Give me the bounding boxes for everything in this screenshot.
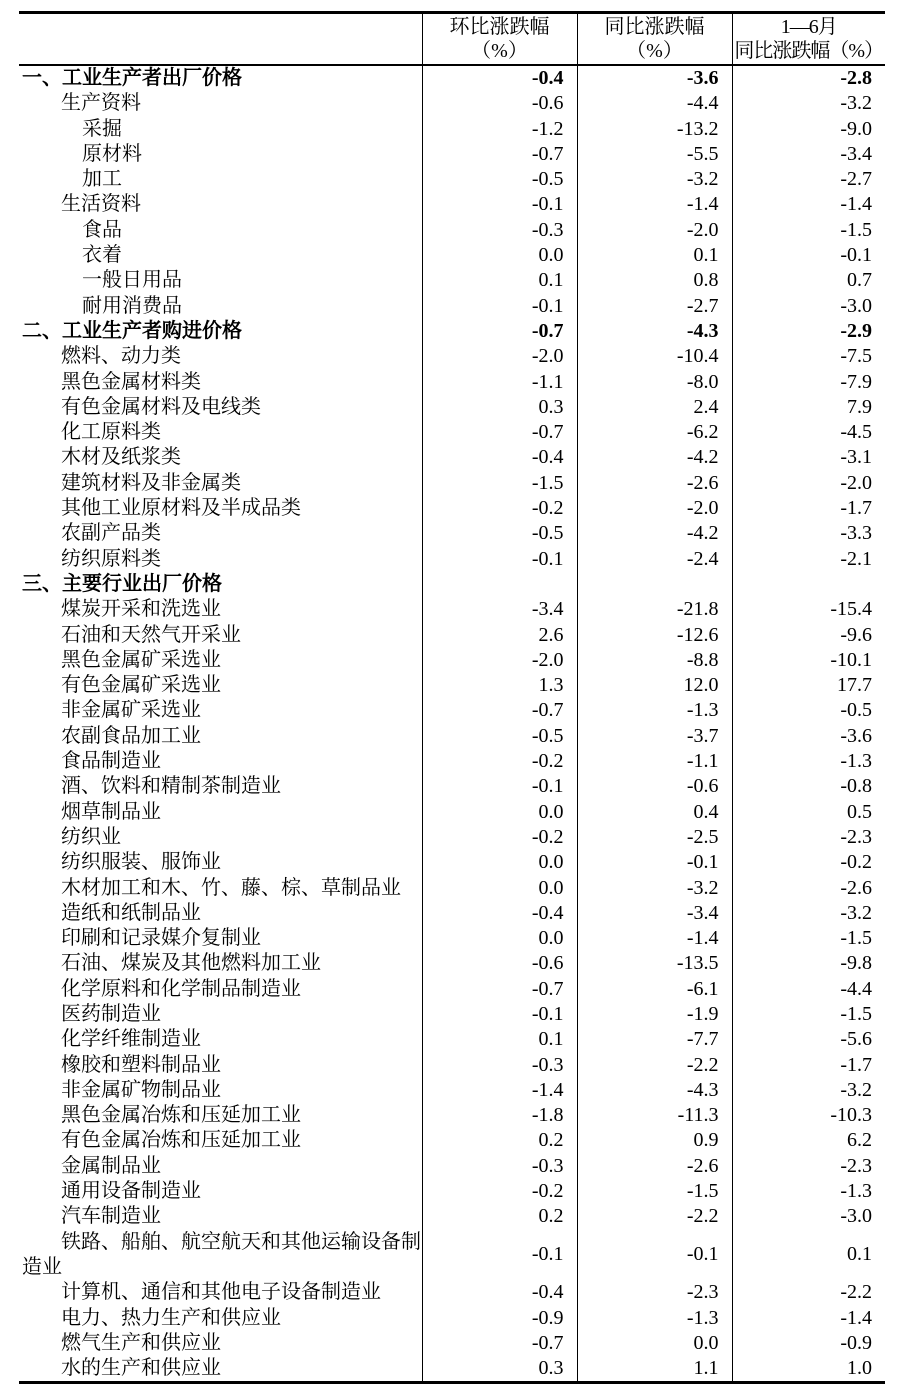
row-value: -0.5 bbox=[422, 724, 577, 749]
row-value bbox=[577, 572, 732, 597]
row-category-label: 纺织原料类 bbox=[61, 547, 161, 570]
row-value: -0.1 bbox=[422, 1230, 577, 1281]
row-value: -6.1 bbox=[577, 977, 732, 1002]
table-row bbox=[19, 951, 885, 976]
row-value: -0.6 bbox=[577, 774, 732, 799]
row-value: -0.2 bbox=[422, 749, 577, 774]
row-value: -4.3 bbox=[577, 319, 732, 344]
table-row bbox=[19, 749, 885, 774]
row-value: -0.3 bbox=[422, 218, 577, 243]
header-line: （%） bbox=[471, 40, 528, 62]
row-category-label: 煤炭开采和洗选业 bbox=[61, 598, 221, 621]
table-row bbox=[19, 395, 885, 420]
row-value: 0.0 bbox=[422, 850, 577, 875]
row-value: -13.2 bbox=[577, 117, 732, 142]
row-category-label: 印刷和记录媒介复制业 bbox=[61, 927, 261, 950]
row-category-label: 木材及纸浆类 bbox=[61, 446, 181, 469]
row-category-label: 农副产品类 bbox=[61, 522, 161, 545]
row-value: -0.6 bbox=[422, 951, 577, 976]
table-row bbox=[19, 901, 885, 926]
table-body bbox=[19, 65, 885, 1383]
row-category-label: 燃气生产和供应业 bbox=[61, 1331, 221, 1354]
table-row bbox=[19, 977, 885, 1002]
row-category-label: 非金属矿物制品业 bbox=[61, 1078, 221, 1101]
table-row bbox=[19, 91, 885, 116]
row-value: -1.5 bbox=[577, 1179, 732, 1204]
row-value: 12.0 bbox=[577, 673, 732, 698]
row-value: -1.9 bbox=[577, 1002, 732, 1027]
row-value: -0.2 bbox=[732, 850, 885, 875]
table-row bbox=[19, 774, 885, 799]
row-value: -0.7 bbox=[422, 420, 577, 445]
row-category-label: 三、主要行业出厂价格 bbox=[22, 572, 222, 595]
row-value: -1.8 bbox=[422, 1103, 577, 1128]
row-category-label: 酒、饮料和精制茶制造业 bbox=[61, 775, 281, 798]
row-value: 0.0 bbox=[577, 1331, 732, 1356]
row-value: -3.0 bbox=[732, 1204, 885, 1229]
row-value: -0.1 bbox=[422, 192, 577, 217]
table-row bbox=[19, 1128, 885, 1153]
row-value: -2.0 bbox=[732, 471, 885, 496]
table-row bbox=[19, 1230, 885, 1281]
row-value: -0.2 bbox=[422, 825, 577, 850]
row-value: 0.0 bbox=[422, 876, 577, 901]
row-category-label: 食品 bbox=[82, 218, 122, 241]
table-row bbox=[19, 167, 885, 192]
header-line: （%） bbox=[626, 40, 683, 62]
row-value: -0.1 bbox=[422, 294, 577, 319]
row-category-label: 铁路、船舶、航空航天和其他运输设备制造业 bbox=[22, 1230, 421, 1278]
header-yoy-change bbox=[577, 13, 732, 66]
row-value: -3.2 bbox=[732, 91, 885, 116]
row-value: -0.4 bbox=[422, 1280, 577, 1305]
row-category-label: 黑色金属材料类 bbox=[61, 370, 201, 393]
table-row bbox=[19, 294, 885, 319]
row-value: 0.5 bbox=[732, 800, 885, 825]
row-category-label: 燃料、动力类 bbox=[61, 345, 181, 368]
row-category-label: 烟草制品业 bbox=[61, 800, 161, 823]
row-value: -2.1 bbox=[732, 547, 885, 572]
row-value: -2.6 bbox=[732, 876, 885, 901]
header-mom-change bbox=[422, 13, 577, 66]
table-row bbox=[19, 648, 885, 673]
row-value: -7.9 bbox=[732, 370, 885, 395]
table-row bbox=[19, 420, 885, 445]
row-category-label: 其他工业原材料及半成品类 bbox=[61, 497, 301, 520]
row-value: -21.8 bbox=[577, 597, 732, 622]
table-row bbox=[19, 1280, 885, 1305]
table-row bbox=[19, 1331, 885, 1356]
row-value: -10.1 bbox=[732, 648, 885, 673]
row-value: -15.4 bbox=[732, 597, 885, 622]
table-row bbox=[19, 445, 885, 470]
row-category-label: 纺织服装、服饰业 bbox=[61, 851, 221, 874]
table-row bbox=[19, 496, 885, 521]
row-value: 17.7 bbox=[732, 673, 885, 698]
table-row bbox=[19, 1204, 885, 1229]
row-value: -3.4 bbox=[732, 142, 885, 167]
row-category-label: 原材料 bbox=[82, 142, 142, 165]
table-row bbox=[19, 1053, 885, 1078]
table-row bbox=[19, 370, 885, 395]
row-value: -0.8 bbox=[732, 774, 885, 799]
row-value: -2.7 bbox=[732, 167, 885, 192]
row-value: -2.0 bbox=[422, 648, 577, 673]
table-row bbox=[19, 344, 885, 369]
row-value: -10.4 bbox=[577, 344, 732, 369]
row-value: -3.1 bbox=[732, 445, 885, 470]
row-value: -4.4 bbox=[732, 977, 885, 1002]
row-value: -2.2 bbox=[577, 1204, 732, 1229]
row-category-label: 电力、热力生产和供应业 bbox=[61, 1306, 281, 1329]
row-value: -3.6 bbox=[732, 724, 885, 749]
row-value: -1.4 bbox=[422, 1078, 577, 1103]
row-category-label: 造纸和纸制品业 bbox=[61, 901, 201, 924]
row-value: -0.2 bbox=[422, 1179, 577, 1204]
row-category-label: 农副食品加工业 bbox=[61, 724, 201, 747]
table-row bbox=[19, 142, 885, 167]
row-value: -7.7 bbox=[577, 1027, 732, 1052]
header-line: 环比涨跌幅 bbox=[449, 16, 550, 38]
row-value: -2.0 bbox=[422, 344, 577, 369]
table-row bbox=[19, 623, 885, 648]
row-value: -10.3 bbox=[732, 1103, 885, 1128]
table-row bbox=[19, 850, 885, 875]
row-value: -2.6 bbox=[577, 471, 732, 496]
row-value: -0.7 bbox=[422, 319, 577, 344]
row-category-label: 一般日用品 bbox=[82, 269, 182, 292]
table-row bbox=[19, 673, 885, 698]
row-value: 1.0 bbox=[732, 1356, 885, 1383]
row-value: -2.0 bbox=[577, 496, 732, 521]
header-category bbox=[19, 13, 422, 66]
table-row bbox=[19, 547, 885, 572]
row-value: 1.3 bbox=[422, 673, 577, 698]
row-value: -4.2 bbox=[577, 445, 732, 470]
row-value: -1.5 bbox=[422, 471, 577, 496]
row-value: -0.9 bbox=[732, 1331, 885, 1356]
row-value: 0.1 bbox=[422, 268, 577, 293]
row-value: -1.4 bbox=[732, 1306, 885, 1331]
row-value: -0.1 bbox=[422, 774, 577, 799]
row-category-label: 建筑材料及非金属类 bbox=[61, 471, 241, 494]
row-value: -5.6 bbox=[732, 1027, 885, 1052]
table-row bbox=[19, 218, 885, 243]
row-value: -0.1 bbox=[422, 547, 577, 572]
row-value: -13.5 bbox=[577, 951, 732, 976]
row-category-label: 金属制品业 bbox=[61, 1154, 161, 1177]
row-value: -8.0 bbox=[577, 370, 732, 395]
row-category-label: 衣着 bbox=[82, 244, 122, 267]
row-value: -6.2 bbox=[577, 420, 732, 445]
table-row bbox=[19, 1154, 885, 1179]
row-value: 0.0 bbox=[422, 800, 577, 825]
row-category-label: 黑色金属矿采选业 bbox=[61, 648, 221, 671]
table-row bbox=[19, 471, 885, 496]
row-value: -1.4 bbox=[577, 926, 732, 951]
row-value: -0.4 bbox=[422, 445, 577, 470]
row-value: -9.8 bbox=[732, 951, 885, 976]
row-category-label: 有色金属材料及电线类 bbox=[61, 395, 261, 418]
row-value: -3.7 bbox=[577, 724, 732, 749]
row-value: -2.3 bbox=[577, 1280, 732, 1305]
row-value: 2.4 bbox=[577, 395, 732, 420]
header-row bbox=[19, 13, 885, 66]
row-value: -1.3 bbox=[732, 749, 885, 774]
row-category-label: 通用设备制造业 bbox=[61, 1180, 201, 1203]
row-value: -0.6 bbox=[422, 91, 577, 116]
row-category-label: 生产资料 bbox=[61, 92, 141, 115]
row-value: 0.1 bbox=[422, 1027, 577, 1052]
row-value: 0.3 bbox=[422, 395, 577, 420]
row-value: -1.5 bbox=[732, 1002, 885, 1027]
row-value: -3.4 bbox=[422, 597, 577, 622]
row-value: -3.4 bbox=[577, 901, 732, 926]
row-value: -0.5 bbox=[732, 698, 885, 723]
row-value: -0.3 bbox=[422, 1053, 577, 1078]
row-value: -1.3 bbox=[732, 1179, 885, 1204]
row-value: 2.6 bbox=[422, 623, 577, 648]
table-header bbox=[19, 13, 885, 66]
row-value: -1.4 bbox=[577, 192, 732, 217]
row-value: 0.1 bbox=[577, 243, 732, 268]
table-row bbox=[19, 1356, 885, 1383]
row-value: 1.1 bbox=[577, 1356, 732, 1383]
row-value: -1.7 bbox=[732, 496, 885, 521]
row-value: -2.8 bbox=[732, 65, 885, 91]
table-row bbox=[19, 572, 885, 597]
row-value: -2.7 bbox=[577, 294, 732, 319]
row-value: -0.7 bbox=[422, 142, 577, 167]
table-row bbox=[19, 521, 885, 546]
table-row bbox=[19, 1027, 885, 1052]
table-row bbox=[19, 597, 885, 622]
row-value: -1.1 bbox=[422, 370, 577, 395]
row-category-label: 化工原料类 bbox=[61, 421, 161, 444]
row-category-label: 二、工业生产者购进价格 bbox=[22, 319, 242, 342]
row-value: 0.9 bbox=[577, 1128, 732, 1153]
row-category-label: 耐用消费品 bbox=[82, 294, 182, 317]
table-row bbox=[19, 1103, 885, 1128]
row-value: -0.1 bbox=[732, 243, 885, 268]
row-value: -0.7 bbox=[422, 977, 577, 1002]
row-value: 0.7 bbox=[732, 268, 885, 293]
row-category-label: 石油和天然气开采业 bbox=[61, 623, 241, 646]
row-value: -0.5 bbox=[422, 167, 577, 192]
row-value: -3.2 bbox=[577, 167, 732, 192]
row-category-label: 汽车制造业 bbox=[61, 1205, 161, 1228]
row-category-label: 纺织业 bbox=[61, 825, 121, 848]
row-category-label: 一、工业生产者出厂价格 bbox=[22, 67, 242, 89]
header-line: 1—6月 bbox=[780, 16, 837, 38]
table-row bbox=[19, 800, 885, 825]
row-value: -2.0 bbox=[577, 218, 732, 243]
table-row bbox=[19, 1078, 885, 1103]
table-row bbox=[19, 192, 885, 217]
row-value: -9.0 bbox=[732, 117, 885, 142]
table-row bbox=[19, 1002, 885, 1027]
row-value: -1.3 bbox=[577, 698, 732, 723]
row-value: -9.6 bbox=[732, 623, 885, 648]
row-value: -1.5 bbox=[732, 218, 885, 243]
row-value: -0.9 bbox=[422, 1306, 577, 1331]
row-category-label: 非金属矿采选业 bbox=[61, 699, 201, 722]
row-category-label: 有色金属冶炼和压延加工业 bbox=[61, 1129, 301, 1152]
row-category-label: 橡胶和塑料制品业 bbox=[61, 1053, 221, 1076]
row-value: -1.3 bbox=[577, 1306, 732, 1331]
table-row bbox=[19, 698, 885, 723]
row-category-label: 水的生产和供应业 bbox=[61, 1357, 221, 1380]
row-category-label: 化学纤维制造业 bbox=[61, 1028, 201, 1051]
row-value: -0.4 bbox=[422, 65, 577, 91]
row-value: -0.1 bbox=[577, 850, 732, 875]
table-row bbox=[19, 268, 885, 293]
row-value: -3.2 bbox=[732, 901, 885, 926]
row-value: 0.1 bbox=[732, 1230, 885, 1281]
row-value: -2.3 bbox=[732, 1154, 885, 1179]
row-value: -11.3 bbox=[577, 1103, 732, 1128]
row-value: -2.9 bbox=[732, 319, 885, 344]
row-value: -1.1 bbox=[577, 749, 732, 774]
row-value: -0.5 bbox=[422, 521, 577, 546]
row-value: -2.4 bbox=[577, 547, 732, 572]
row-value: -2.3 bbox=[732, 825, 885, 850]
table-row bbox=[19, 117, 885, 142]
row-value: -0.2 bbox=[422, 496, 577, 521]
table-row bbox=[19, 1306, 885, 1331]
header-line: 同比涨跌幅（%） bbox=[734, 40, 884, 62]
table-row bbox=[19, 319, 885, 344]
row-value: -4.5 bbox=[732, 420, 885, 445]
row-category-label: 医药制造业 bbox=[61, 1002, 161, 1025]
row-value: -4.3 bbox=[577, 1078, 732, 1103]
row-value: -1.7 bbox=[732, 1053, 885, 1078]
row-value: 0.3 bbox=[422, 1356, 577, 1383]
table-row bbox=[19, 243, 885, 268]
row-value: -4.2 bbox=[577, 521, 732, 546]
row-value: -4.4 bbox=[577, 91, 732, 116]
row-category-label: 采掘 bbox=[82, 117, 122, 140]
row-category-label: 石油、煤炭及其他燃料加工业 bbox=[61, 952, 321, 975]
row-category-label: 加工 bbox=[82, 168, 122, 191]
row-category-label: 食品制造业 bbox=[61, 750, 161, 773]
row-value: -2.5 bbox=[577, 825, 732, 850]
row-value: 0.4 bbox=[577, 800, 732, 825]
table-row bbox=[19, 926, 885, 951]
row-value: -3.6 bbox=[577, 65, 732, 91]
header-ytd-yoy-change bbox=[732, 13, 885, 66]
row-value: -0.1 bbox=[422, 1002, 577, 1027]
row-value: -1.2 bbox=[422, 117, 577, 142]
header-line: 同比涨跌幅 bbox=[604, 16, 705, 38]
row-value: 0.8 bbox=[577, 268, 732, 293]
row-value bbox=[732, 572, 885, 597]
row-value: -1.4 bbox=[732, 192, 885, 217]
row-value: -2.6 bbox=[577, 1154, 732, 1179]
row-value: -3.2 bbox=[577, 876, 732, 901]
row-category-label: 生活资料 bbox=[61, 193, 141, 216]
row-value: -0.3 bbox=[422, 1154, 577, 1179]
row-category-label: 木材加工和木、竹、藤、棕、草制品业 bbox=[61, 876, 401, 899]
row-category-label: 计算机、通信和其他电子设备制造业 bbox=[61, 1281, 381, 1304]
row-value: 0.0 bbox=[422, 926, 577, 951]
row-category-label: 化学原料和化学制品制造业 bbox=[61, 977, 301, 1000]
price-index-table bbox=[19, 11, 885, 1384]
row-category-label: 有色金属矿采选业 bbox=[61, 674, 221, 697]
row-value: -0.7 bbox=[422, 698, 577, 723]
row-value: -3.2 bbox=[732, 1078, 885, 1103]
row-value: -0.7 bbox=[422, 1331, 577, 1356]
row-value: 7.9 bbox=[732, 395, 885, 420]
row-value: -2.2 bbox=[732, 1280, 885, 1305]
row-value: 0.2 bbox=[422, 1204, 577, 1229]
row-value: -0.4 bbox=[422, 901, 577, 926]
row-value: -12.6 bbox=[577, 623, 732, 648]
table-row bbox=[19, 825, 885, 850]
row-value: -1.5 bbox=[732, 926, 885, 951]
table-row bbox=[19, 65, 885, 91]
row-value: 0.2 bbox=[422, 1128, 577, 1153]
table-row bbox=[19, 724, 885, 749]
row-value: 0.0 bbox=[422, 243, 577, 268]
row-value: -5.5 bbox=[577, 142, 732, 167]
table-row bbox=[19, 1179, 885, 1204]
table-row bbox=[19, 876, 885, 901]
row-value: 6.2 bbox=[732, 1128, 885, 1153]
row-value: -3.3 bbox=[732, 521, 885, 546]
row-value: -0.1 bbox=[577, 1230, 732, 1281]
row-category-label: 黑色金属冶炼和压延加工业 bbox=[61, 1104, 301, 1127]
row-value: -7.5 bbox=[732, 344, 885, 369]
row-value: -8.8 bbox=[577, 648, 732, 673]
row-value: -2.2 bbox=[577, 1053, 732, 1078]
row-value: -3.0 bbox=[732, 294, 885, 319]
row-value bbox=[422, 572, 577, 597]
